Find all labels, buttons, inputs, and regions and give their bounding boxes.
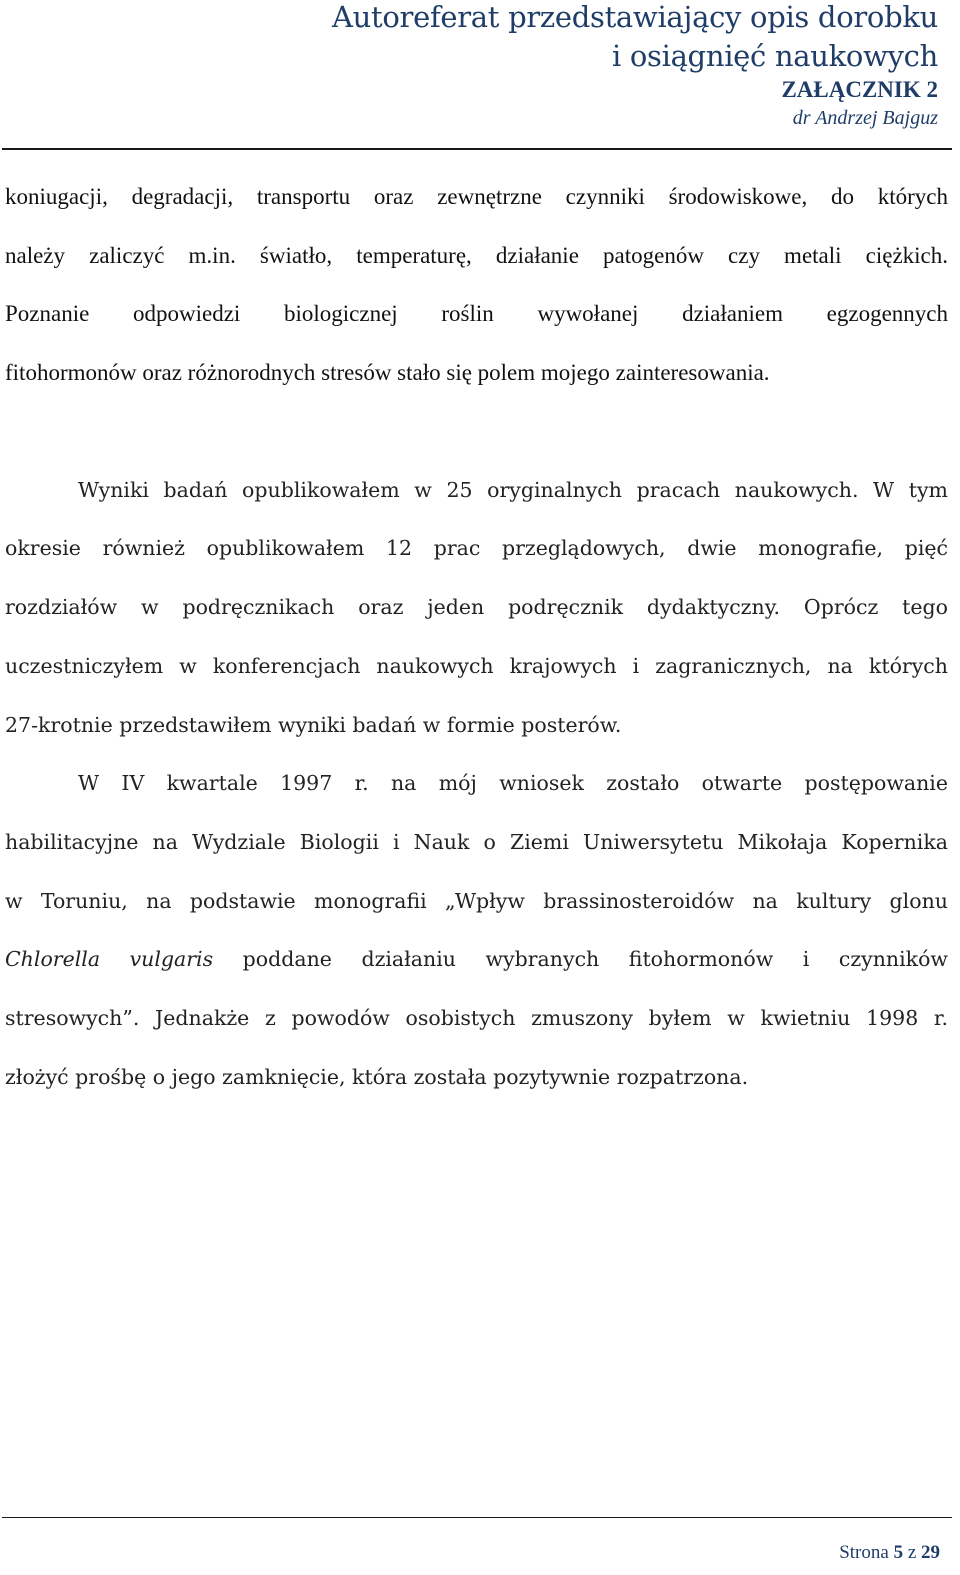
footer-divider <box>2 1517 952 1518</box>
paragraph-2 <box>5 461 948 754</box>
page-header <box>332 0 938 132</box>
header-divider <box>2 148 952 150</box>
paragraph-line: w Toruniu, na podstawie monografii „Wpływ brassinosteroidów na kultury glonu <box>5 888 948 913</box>
total-pages: 29 <box>921 1542 940 1563</box>
paragraph-line: Wyniki badań opublikowałem w 25 oryginalnych pracach naukowych. W tym <box>78 477 948 502</box>
paragraph-line: W IV kwartale 1997 r. na mój wniosek zostało otwarte postępowanie <box>78 771 948 796</box>
document-body <box>5 168 948 1106</box>
page-number-separator: z <box>903 1542 921 1563</box>
header-title-line-2: i osiągnięć naukowych <box>611 39 938 73</box>
paragraph-line: habilitacyjne na Wydziale Biologii i Nauk o Ziemi Uniwersytetu Mikołaja Kopernika <box>5 829 948 854</box>
paragraph-line: 27-krotnie przedstawiłem wyniki badań w formie posterów. <box>5 712 622 737</box>
paragraph-line: Poznanie odpowiedzi biologicznej roślin wywołanej działaniem egzogennych <box>5 301 948 327</box>
paragraph-line: uczestniczyłem w konferencjach naukowych krajowych i zagranicznych, na których <box>5 653 948 678</box>
paragraph-line: koniugacji, degradacji, transportu oraz zewnętrzne czynniki środowiskowe, do których <box>5 184 948 209</box>
paragraph-3 <box>5 754 948 1106</box>
species-name: Chlorella vulgaris <box>5 947 214 972</box>
paragraph-spacer <box>5 403 948 461</box>
paragraph-line <box>5 930 948 989</box>
current-page: 5 <box>893 1542 904 1563</box>
paragraph-1 <box>5 168 948 403</box>
paragraph-line-text: poddane działaniu wybranych fitohormonów i czynników <box>213 947 948 972</box>
header-attachment: ZAŁĄCZNIK 2 <box>781 77 938 102</box>
paragraph-line: rozdziałów w podręcznikach oraz jeden podręcznik dydaktyczny. Oprócz tego <box>5 595 948 620</box>
paragraph-line: stresowych”. Jednakże z powodów osobistych zmuszony byłem w kwietniu 1998 r. <box>5 1005 948 1030</box>
paragraph-line: okresie również opublikowałem 12 prac przeglądowych, dwie monografie, pięć <box>5 536 948 561</box>
page-number <box>839 1542 940 1564</box>
page-number-prefix: Strona <box>839 1542 894 1563</box>
paragraph-line: należy zaliczyć m.in. światło, temperaturę, działanie patogenów czy metali ciężkich. <box>5 242 948 268</box>
header-author: dr Andrzej Bajguz <box>792 107 938 129</box>
paragraph-line: fitohormonów oraz różnorodnych stresów stało się polem mojego zainteresowania. <box>5 360 770 386</box>
paragraph-line: złożyć prośbę o jego zamknięcie, która została pozytywnie rozpatrzona. <box>5 1064 749 1089</box>
header-title-line-1: Autoreferat przedstawiający opis dorobku <box>331 0 938 34</box>
